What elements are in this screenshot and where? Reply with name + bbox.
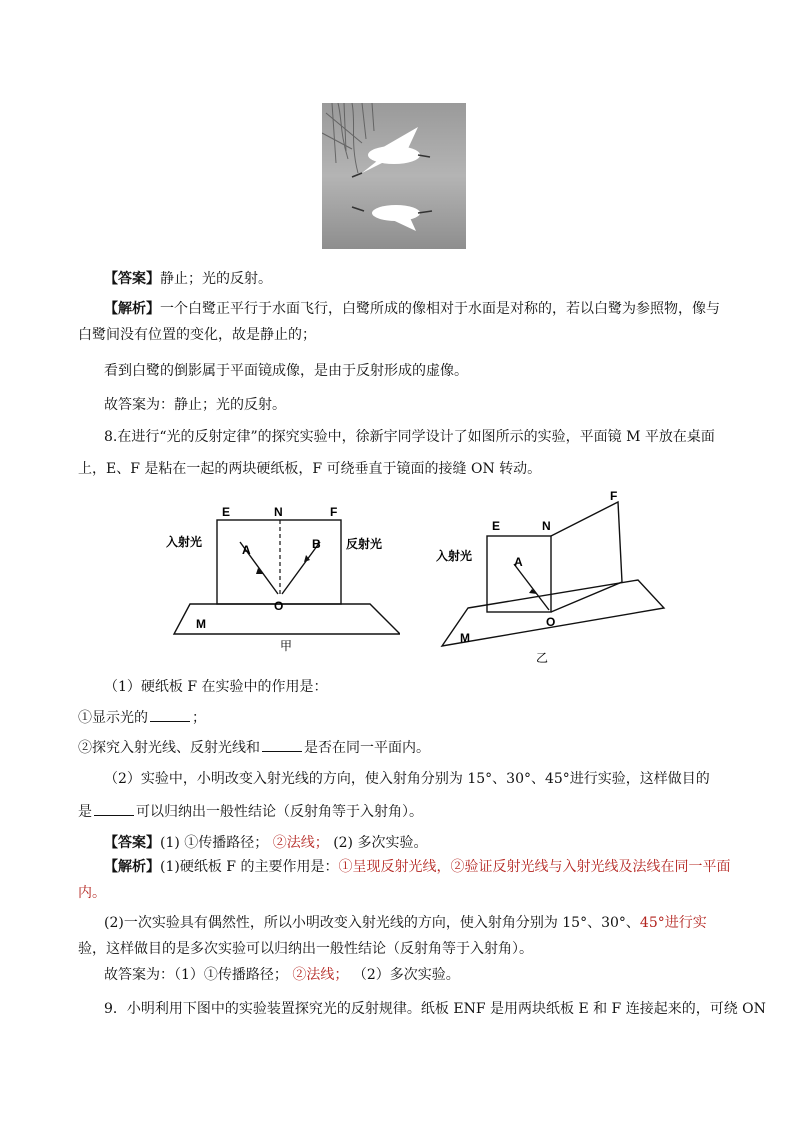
q8-conclusion-b: ②法线；: [292, 967, 349, 983]
egret-photo: [322, 103, 466, 249]
label-f: F: [330, 505, 338, 519]
q8-analysis-line1: [104, 858, 731, 876]
label-n: N: [274, 505, 283, 519]
label-e: E: [222, 505, 231, 519]
incident-label: 入射光: [436, 549, 473, 563]
label-b: B: [312, 537, 321, 551]
reflection-diagram-yi: [428, 490, 668, 665]
q8-sub1-b: [78, 738, 718, 757]
label-o: O: [274, 599, 284, 613]
analysis-tag: 【解析】: [104, 301, 160, 317]
label-a: A: [242, 543, 251, 557]
q8-conclusion-a: 故答案为：（1）①传播路径；: [104, 967, 288, 983]
q7-analysis-line3: 看到白鹭的倒影属于平面镜成像，是由于反射形成的虚像。: [104, 363, 468, 379]
q8-conclusion-c: （2）多次实验。: [352, 967, 460, 983]
q8-sub1-a: [78, 708, 718, 727]
q8-analysis-1a: (1)硬纸板 F 的主要作用是：: [160, 859, 339, 875]
sub1-b-post: 是否在同一平面内。: [304, 740, 430, 756]
q8-analysis-2c: 验，这样做目的是多次实验可以归纳出一般性结论（反射角等于入射角）。: [78, 941, 533, 957]
label-m: M: [460, 631, 470, 645]
reflection-diagram-jia: [160, 498, 400, 663]
q8-answer-b: ②法线；: [272, 835, 329, 851]
label-n: N: [542, 519, 551, 533]
q8-stem-line2: 上，E、F 是粘在一起的两块硬纸板，F 可绕垂直于镜面的接缝 ON 转动。: [78, 461, 542, 477]
sub1-b-pre: ②探究入射光线、反射光线和: [78, 740, 260, 756]
label-o: O: [546, 615, 556, 629]
q8-sub1-title: （1）硬纸板 F 在实验中的作用是：: [104, 679, 328, 695]
q7-conclusion: 故答案为：静止；光的反射。: [104, 397, 286, 413]
answer-blank[interactable]: [94, 802, 134, 816]
q8-analysis-2a: (2)一次实验具有偶然性，所以小明改变入射光线的方向，使入射角分别为 15°、30°、: [104, 915, 640, 931]
caption-yi: 乙: [536, 651, 549, 665]
q7-analysis-line1: [104, 300, 718, 318]
label-e: E: [492, 519, 501, 533]
q8-analysis-1b: ①呈现反射光线，②验证反射光线与入射光线及法线在同一平面: [338, 859, 731, 875]
caption-jia: 甲: [280, 639, 293, 653]
q7-analysis-text1: 一个白鹭正平行于水面飞行，白鹭所成的像相对于水面是对称的，若以白鹭为参照物，像与: [160, 301, 720, 317]
reflected-label: 反射光: [346, 537, 383, 551]
q8-sub2-line2: [78, 802, 718, 821]
analysis-tag: 【解析】: [104, 859, 160, 875]
label-f: F: [610, 490, 618, 503]
q8-analysis-1c: 内。: [78, 885, 106, 901]
egret-reflection-photo-icon: [322, 103, 466, 249]
sub2-post: 可以归纳出一般性结论（反射角等于入射角）。: [136, 804, 423, 820]
q8-answer-c: (2) 多次实验。: [333, 835, 428, 851]
answer-tag: 【答案】: [104, 271, 160, 287]
answer-blank[interactable]: [150, 708, 190, 722]
q8-conclusion: [104, 966, 718, 984]
answer-blank[interactable]: [262, 738, 302, 752]
answer-tag: 【答案】: [104, 835, 160, 851]
figure-jia: [160, 498, 400, 663]
q8-answer-line: [104, 834, 718, 852]
q8-analysis-line2: [104, 914, 718, 932]
q8-sub2-line1: （2）实验中，小明改变入射光线的方向，使入射角分别为 15°、30°、45°进行实验，这样做目的: [104, 771, 710, 787]
figure-yi: [428, 490, 668, 665]
q8-stem-line1: 8.在进行“光的反射定律”的探究实验中，徐新宇同学设计了如图所示的实验，平面镜 M 平放在桌面: [104, 429, 715, 445]
q8-answer-a: (1) ①传播路径；: [160, 835, 269, 851]
q7-analysis-line2: 白鹭间没有位置的变化，故是静止的；: [78, 327, 316, 343]
q7-answer-line: [104, 270, 718, 288]
sub1-a-pre: ①显示光的: [78, 710, 148, 726]
incident-label: 入射光: [166, 535, 203, 549]
label-a: A: [514, 555, 523, 569]
sub1-a-post: ；: [192, 710, 206, 726]
sub2-pre: 是: [78, 804, 92, 820]
q9-stem-line1: 9．小明利用下图中的实验装置探究光的反射规律。纸板 ENF 是用两块纸板 E 和 F 连接起来的，可绕 ON: [104, 1001, 766, 1017]
q8-analysis-2b: 45°进行实: [639, 915, 707, 931]
label-m: M: [196, 617, 206, 631]
q7-answer: 静止；光的反射。: [160, 271, 272, 287]
